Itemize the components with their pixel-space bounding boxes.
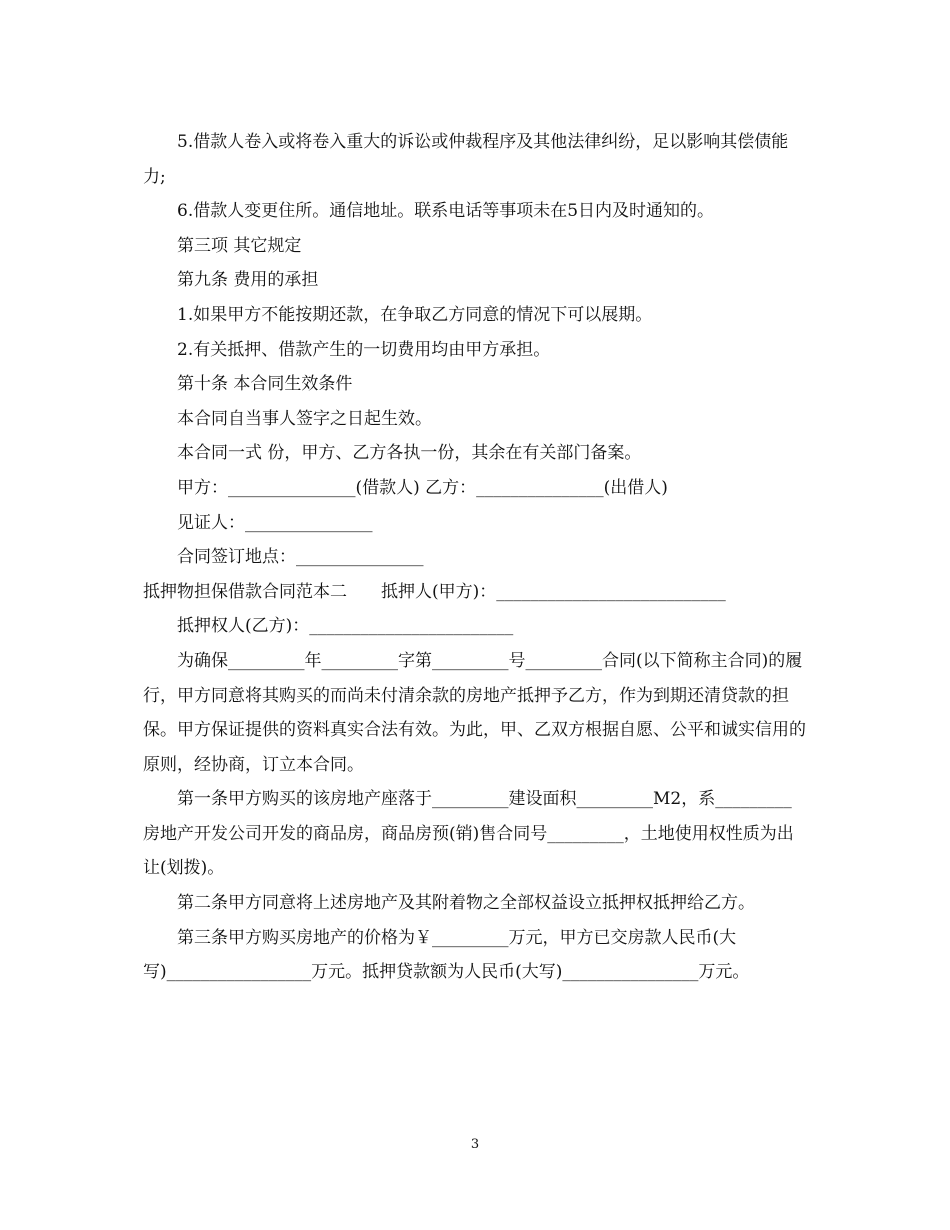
section-heading-3: 第三项 其它规定 <box>177 235 302 256</box>
article-heading-9: 第九条 费用的承担 <box>177 270 319 291</box>
signature-line-witness: 见证人：_______________ <box>177 512 373 533</box>
signature-line-location: 合同签订地点：_______________ <box>177 547 424 568</box>
paragraph-9: 本合同一式 份，甲方、乙方各执一份，其余在有关部门备案。 <box>177 443 642 464</box>
paragraph-1: 5.借款人卷入或将卷入重大的诉讼或仲裁程序及其他法律纠纷，足以影响其偿债能力; <box>143 132 789 187</box>
article-heading-10: 第十条 本合同生效条件 <box>177 374 353 395</box>
paragraph-5: 1.如果甲方不能按期还款，在争取乙方同意的情况下可以展期。 <box>177 304 653 325</box>
template-two-title: 抵押物担保借款合同范本二 抵押人(甲方)：___________________________ <box>143 581 726 602</box>
signature-line-parties: 甲方：_______________(借款人) 乙方：_______________(出借人) <box>177 477 668 498</box>
document-body <box>143 125 808 990</box>
page-number: 3 <box>470 1137 480 1152</box>
paragraph-2: 6.借款人变更住所。通信地址。联系电话等事项未在5日内及时通知的。 <box>177 201 715 222</box>
mortgagee-line: 抵押权人(乙方)：________________________ <box>177 616 514 637</box>
article-two: 第二条甲方同意将上述房地产及其附着物之全部权益设立抵押权抵押给乙方。 <box>177 893 755 914</box>
paragraph-15: 为确保_________年_________字第_________号_________合同(以下简称主合同)的履行，甲方同意将其购买的而尚未付清余款的房地产抵押予乙方，作为到期还清贷款的担保。甲方保证提供的资料真实合法有效。为此，甲、乙双方根据自愿、公平和诚实信用的原则，经协商，订立本合同。 <box>143 650 806 775</box>
article-one: 第一条甲方购买的该房地产座落于_________建设面积_________M2，系_________房地产开发公司开发的商品房，商品房预(销)售合同号_________，土地使用权性质为出让(划拨)。 <box>143 789 794 879</box>
paragraph-6: 2.有关抵押、借款产生的一切费用均由甲方承担。 <box>177 339 551 360</box>
paragraph-8: 本合同自当事人签字之日起生效。 <box>177 408 432 429</box>
article-three: 第三条甲方购买房地产的价格为￥_________万元，甲方已交房款人民币(大写)_________________万元。抵押贷款额为人民币(大写)________________万元。 <box>143 927 750 983</box>
